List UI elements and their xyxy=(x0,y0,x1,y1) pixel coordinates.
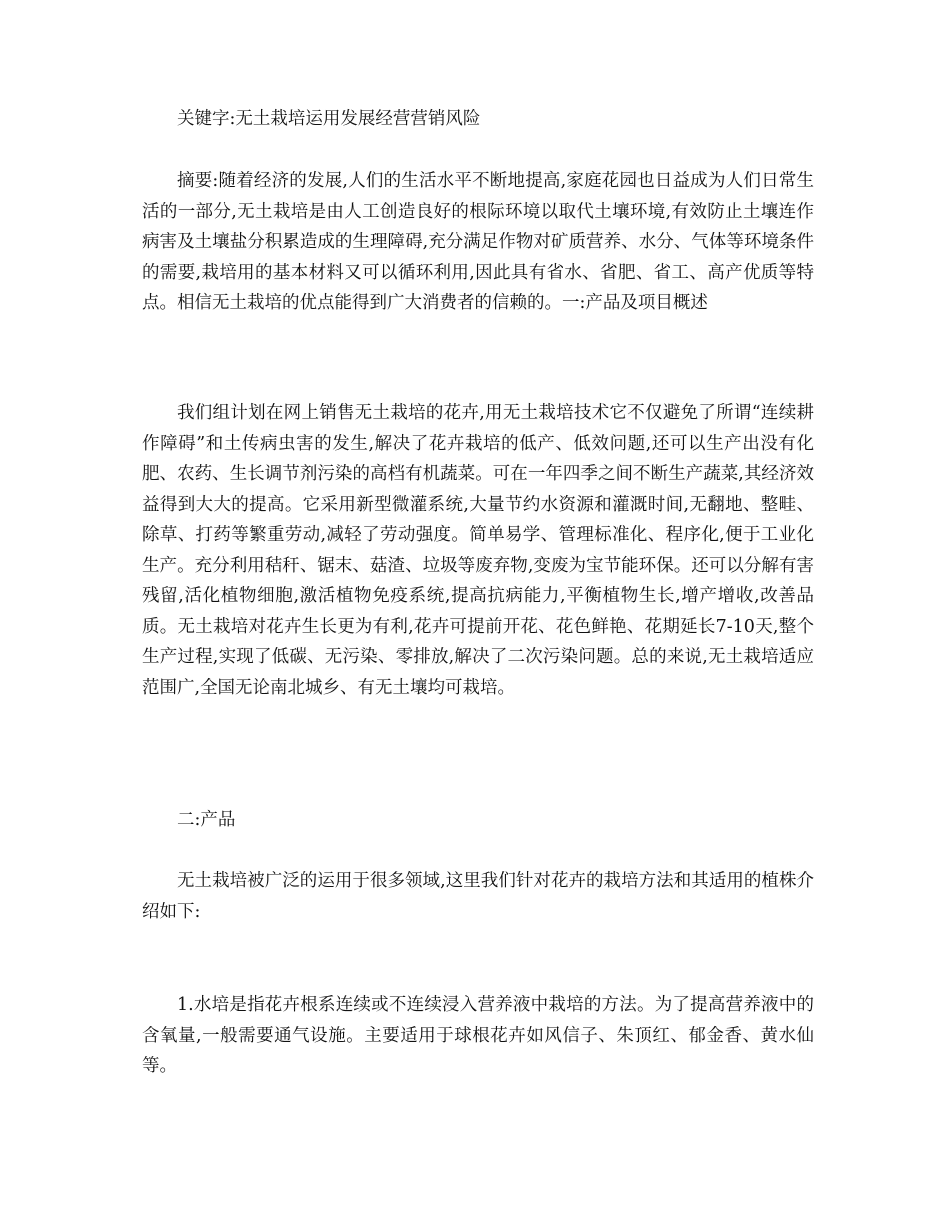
keywords-line: 关键字:无土栽培运用发展经营营销风险 xyxy=(177,109,481,129)
products-intro-paragraph: 无土栽培被广泛的运用于很多领域,这里我们针对花卉的栽培方法和其适用的植株介绍如下: xyxy=(142,871,814,922)
project-overview-paragraph: 我们组计划在网上销售无土栽培的花卉,用无土栽培技术它不仅避免了所谓“连续耕作障碍”和土传病虫害的发生,解决了花卉栽培的低产、低效问题,还可以生产出没有化肥、农药、生长调节剂污染的高档有机蔬菜。可在一年四季之间不断生产蔬菜,其经济效益得到大大的提高。它采用新型微灌系统,大量节约水资源和灌溉时间,无翻地、整畦、除草、打药等繁重劳动,减轻了劳动强度。简单易学、管理标准化、程序化,便于工业化生产。充分利用秸秆、锯末、菇渣、垃圾等废弃物,变废为宝节能环保。还可以分解有害残留,活化植物细胞,激活植物免疫系统,提高抗病能力,平衡植物生长,增产增收,改善品质。无土栽培对花卉生长更为有利,花卉可提前开花、花色鲜艳、花期延长7-10天,整个生产过程,实现了低碳、无污染、零排放,解决了二次污染问题。总的来说,无土栽培适应范围广,全国无论南北城乡、有无土壤均可栽培。 xyxy=(142,403,814,698)
hydroponics-item-paragraph: 1.水培是指花卉根系连续或不连续浸入营养液中栽培的方法。为了提高营养液中的含氧量,一般需要通气设施。主要适用于球根花卉如风信子、朱顶红、郁金香、黄水仙等。 xyxy=(142,995,814,1076)
section-heading-products: 二:产品 xyxy=(177,810,236,830)
abstract-paragraph: 摘要:随着经济的发展,人们的生活水平不断地提高,家庭花园也日益成为人们日常生活的一部分,无土栽培是由人工创造良好的根际环境以取代土壤环境,有效防止土壤连作病害及土壤盐分积累造成的生理障碍,充分满足作物对矿质营养、水分、气体等环境条件的需要,栽培用的基本材料又可以循环利用,因此具有省水、省肥、省工、高产优质等特点。相信无土栽培的优点能得到广大消费者的信赖的。一:产品及项目概述 xyxy=(142,171,814,313)
